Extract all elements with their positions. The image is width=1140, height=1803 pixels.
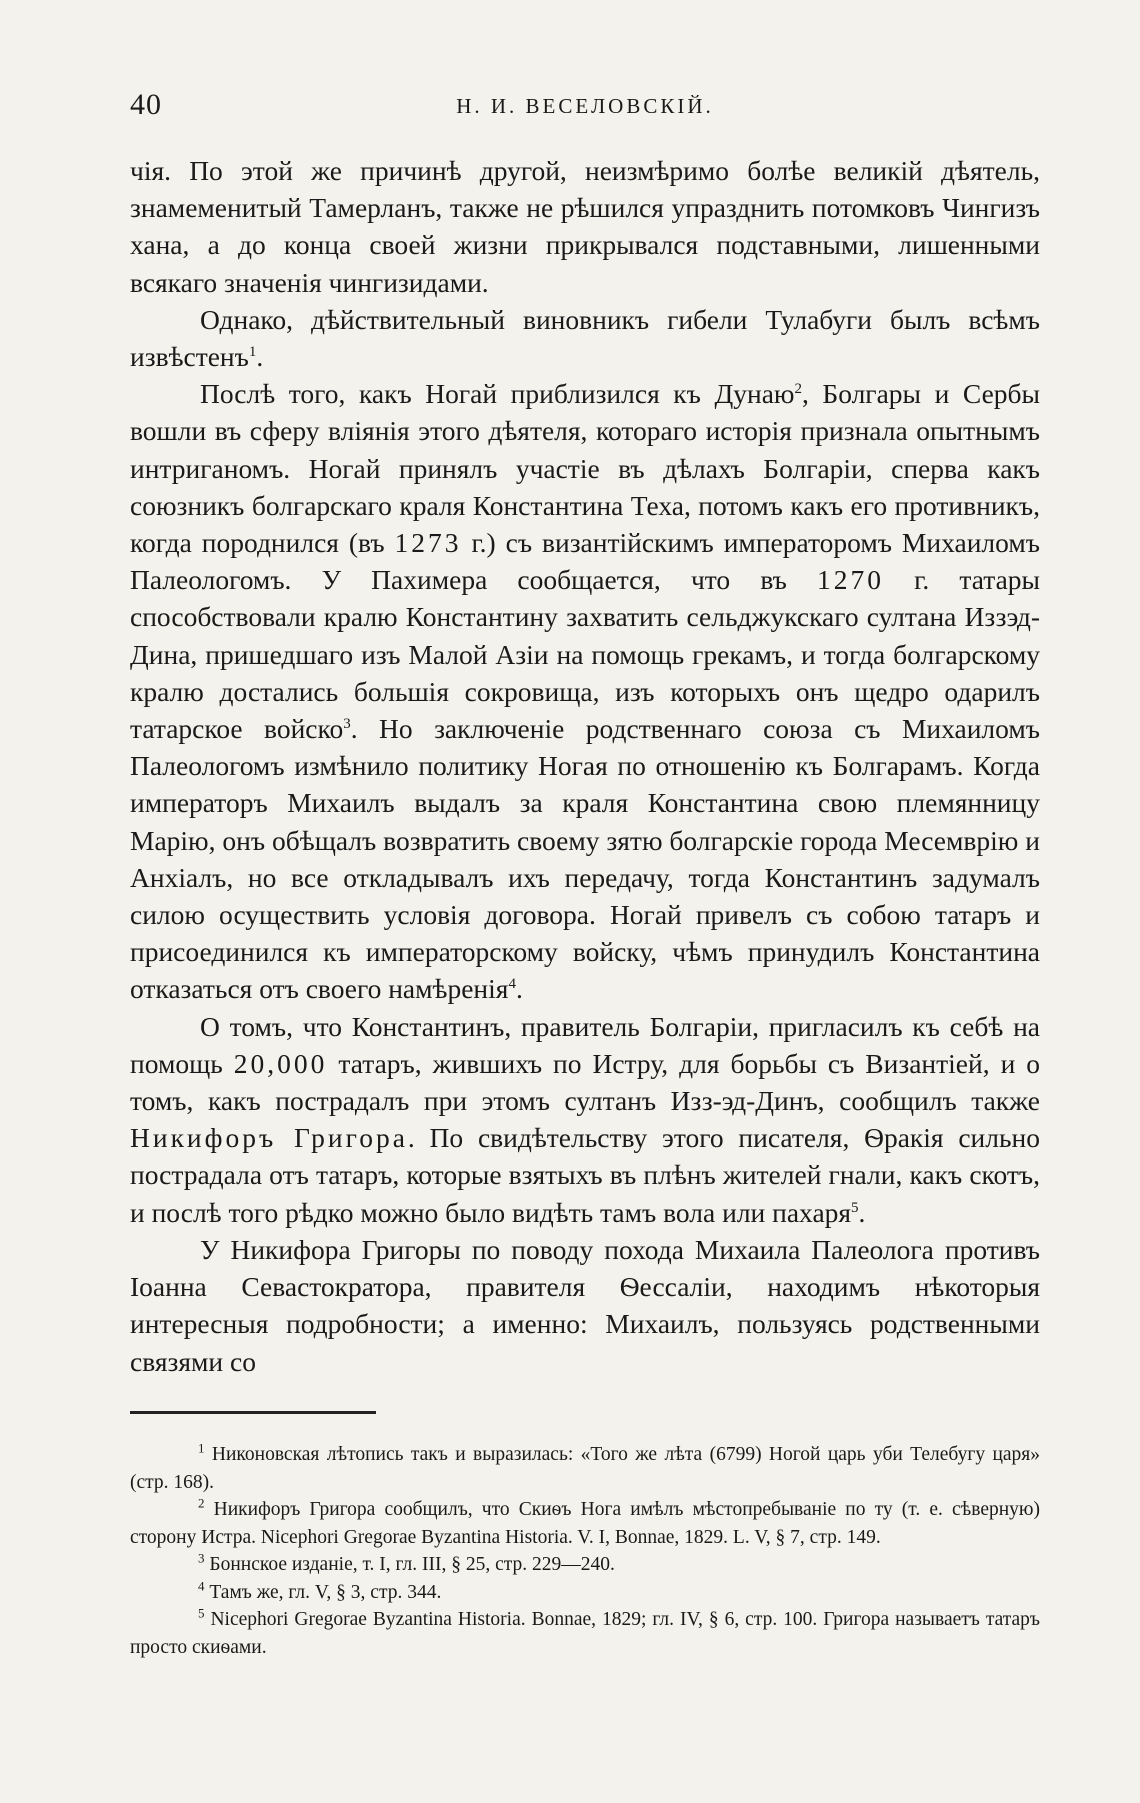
footnote-marker: 2	[198, 1495, 205, 1511]
spaced-text-run: 1273	[394, 527, 462, 559]
text-run: . По свидѣтельству этого писателя, Ѳракія сильно пострадала отъ татаръ, которые взятыхъ въ плѣнъ жителей гнали, какъ скотъ, и послѣ того рѣдко можно было видѣть тамъ вола или пахаря	[130, 1122, 1040, 1228]
footnote-reference: 3	[343, 715, 351, 732]
text-run: О томъ, что Константинъ, правитель Болгаріи, пригласилъ къ себѣ на помощь	[130, 1010, 1040, 1079]
spaced-text-run: 20,000	[233, 1047, 328, 1079]
footnote-marker: 3	[198, 1550, 205, 1566]
footnote	[130, 1496, 1040, 1551]
footnote-text: Боннское изданіе, т. I, гл. III, § 25, стр. 229—240.	[209, 1554, 615, 1575]
footnote-reference: 5	[851, 1199, 859, 1216]
page-header	[130, 88, 1040, 124]
book-page	[130, 0, 1040, 1803]
spaced-text-run: 1270	[817, 564, 885, 596]
footnote-text: Тамъ же, гл. V, § 3, стр. 344.	[209, 1581, 442, 1603]
footnote-text: Nicephori Gregorae Byzantina Historia. Bonnae, 1829; гл. IV, § 6, стр. 100. Григора называетъ татаръ просто скиѳами.	[130, 1609, 1041, 1658]
footnote-marker: 1	[198, 1440, 205, 1456]
footnote	[130, 1441, 1040, 1496]
text-run: татаръ, жившихъ по Истру, для борьбы съ Византіей, и о томъ, какъ пострадалъ при этомъ султанъ Изз-эд-Динъ, сообщилъ также	[130, 1047, 1040, 1117]
footnote	[130, 1606, 1040, 1661]
running-title: Н. И. ВЕСЕЛОВСКІЙ.	[456, 94, 714, 118]
paragraph	[130, 1231, 1040, 1380]
spaced-text-run: Никифоръ Григора	[130, 1122, 408, 1154]
footnote-text: Никоновская лѣтопись такъ и выразилась: «Того же лѣта (6799) Ногой царь уби Телебугу царя» (стр. 168).	[130, 1444, 1041, 1493]
text-run: Однако, дѣйствительный виновникъ гибели Тулабуги былъ всѣмъ извѣстенъ	[130, 303, 1040, 373]
footnote-reference: 4	[508, 976, 516, 993]
text-run: чія. По этой же причинѣ другой, неизмѣримо болѣе великій дѣятель, знамеменитый Тамерланъ, также не рѣшился упразднить потомковъ Чингизъ хана, а до конца своей жизни прикрывался подставными, лишенными всякаго значенія чингизидами.	[130, 155, 1040, 298]
main-text	[130, 152, 1040, 1380]
text-run: . Но заключеніе родственнаго союза съ Михаиломъ Палеологомъ измѣнило политику Ногая по отношенію къ Болгарамъ. Когда императоръ Михаилъ выдалъ за краля Константина свою племянницу Марію, онъ обѣщалъ возвратить своему зятю болгарскіе города Месемврію и Анхіалъ, но все откладывалъ ихъ передачу, тогда Константинъ задумалъ силою осуществить условія договора. Ногай привелъ съ собою татаръ и присоединился къ императорскому войску, чѣмъ принудилъ Константина отказаться отъ своего намѣренія	[130, 713, 1040, 1005]
text-run: .	[515, 973, 523, 1005]
paragraph	[130, 375, 1040, 1007]
paragraph	[130, 1008, 1040, 1231]
footnote-reference: 2	[794, 381, 802, 398]
footnote-marker: 5	[198, 1605, 205, 1621]
paragraph	[130, 301, 1040, 375]
paragraph	[130, 152, 1040, 301]
footnote-marker: 4	[198, 1578, 205, 1593]
text-run: .	[256, 341, 264, 373]
footnote	[130, 1579, 1040, 1607]
footnote-divider	[130, 1411, 376, 1414]
text-run: г. татары способствовали кралю Константину захватить сельджукскаго султана Иззэд-Дина, пришедшаго изъ Малой Азіи на помощь грекамъ, и тогда болгарскому кралю достались большія сокровища, изъ которыхъ онъ щедро одарилъ татарское войско	[130, 564, 1041, 745]
footnote-text: Никифоръ Григора сообщилъ, что Скиѳъ Нога имѣлъ мѣстопребываніе по ту (т. е. сѣверную) сторону Истра. Nicephori Gregorae Byzantina Historia. V. I, Bonnae, 1829. L. V, § 7, стр. 149.	[130, 1499, 1040, 1548]
text-run: .	[858, 1196, 866, 1228]
text-run: Послѣ того, какъ Ногай приблизился къ Дунаю	[200, 378, 795, 410]
text-run: г.) съ византійскимъ императоромъ Михаиломъ Палеологомъ. У Пахимера сообщается, что въ	[130, 527, 1040, 596]
text-run: , Болгары и Сербы вошли въ сферу вліянія этого дѣятеля, котораго исторія признала опытнымъ интриганомъ. Ногай принялъ участіе въ дѣлахъ Болгаріи, сперва какъ союзникъ болгарскаго краля Константина Теха, потомъ какъ его противникъ, когда породнился (въ	[130, 378, 1040, 559]
text-run: У Никифора Григоры по поводу похода Михаила Палеолога противъ Іоанна Севастократора, правителя Ѳессаліи, находимъ нѣкоторыя интересныя подробности; а именно: Михаилъ, пользуясь родственными связями со	[130, 1233, 1040, 1377]
page-number: 40	[130, 88, 162, 121]
footnote-reference: 1	[248, 343, 257, 360]
footnote	[130, 1551, 1040, 1579]
footnotes	[130, 1441, 1040, 1661]
